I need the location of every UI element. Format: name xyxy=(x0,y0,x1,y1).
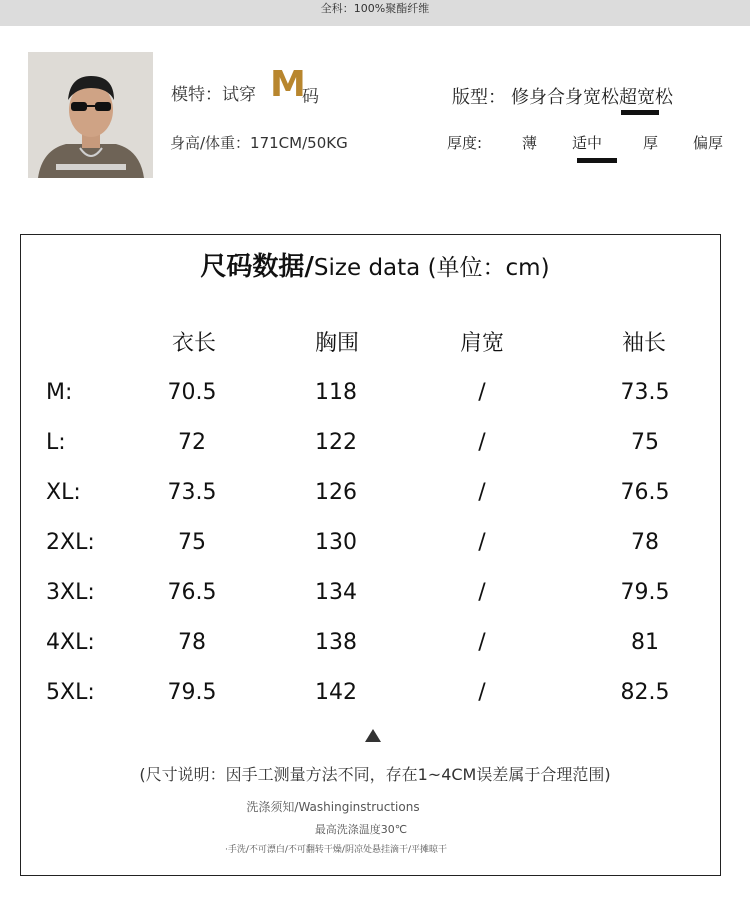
measurement-note: (尺寸说明：因手工测量方法不同，存在1~4CM误差属于合理范围) xyxy=(139,765,611,784)
fit-label: 版型： xyxy=(452,87,506,108)
thickness-option-thick: 厚 xyxy=(643,134,659,152)
washing-title: 洗涤须知/Washinginstructions xyxy=(246,800,420,814)
cell-sleeve: 81 xyxy=(631,630,659,655)
cell-length: 75 xyxy=(178,530,206,555)
cell-sleeve: 73.5 xyxy=(620,380,670,405)
cell-shoulder: / xyxy=(478,430,486,455)
washing-instructions: ·手洗/不可漂白/不可翻转干燥/阴凉处悬挂滴干/平摊晾干 xyxy=(225,845,447,855)
cell-chest: 122 xyxy=(315,430,357,455)
cell-sleeve: 76.5 xyxy=(620,480,670,505)
cell-shoulder: / xyxy=(478,580,486,605)
cell-sleeve: 75 xyxy=(631,430,659,455)
cell-length: 72 xyxy=(178,430,206,455)
cell-length: 73.5 xyxy=(167,480,217,505)
thickness-selected-marker xyxy=(577,158,617,163)
column-header-chest: 胸围 xyxy=(314,331,359,356)
fit-selected-marker xyxy=(621,110,659,115)
thickness-option-medium: 适中 xyxy=(572,134,603,152)
size-table-title-zh: 尺码数据/ xyxy=(200,252,314,282)
column-header-shoulder: 肩宽 xyxy=(459,331,504,356)
size-table-title xyxy=(0,246,750,283)
row-size-label: M: xyxy=(46,380,73,405)
material-banner: 全科：100%聚酯纤维 xyxy=(0,0,750,26)
row-size-label: 3XL: xyxy=(46,580,95,605)
cell-chest: 118 xyxy=(315,380,357,405)
cell-length: 78 xyxy=(178,630,206,655)
cell-length: 76.5 xyxy=(167,580,217,605)
cell-length: 79.5 xyxy=(167,680,217,705)
cell-chest: 138 xyxy=(315,630,357,655)
cell-chest: 134 xyxy=(315,580,357,605)
cell-shoulder: / xyxy=(478,480,486,505)
cell-chest: 130 xyxy=(315,530,357,555)
cell-sleeve: 78 xyxy=(631,530,659,555)
row-size-label: 5XL: xyxy=(46,680,95,705)
model-trial-label: 模特：试穿 xyxy=(171,85,256,105)
thickness-option-thin: 薄 xyxy=(522,134,538,152)
model-height-weight: 身高/体重：171CM/50KG xyxy=(170,134,348,152)
row-size-label: XL: xyxy=(46,480,81,505)
row-size-label: 4XL: xyxy=(46,630,95,655)
cell-shoulder: / xyxy=(478,680,486,705)
cell-shoulder: / xyxy=(478,630,486,655)
cell-chest: 126 xyxy=(315,480,357,505)
triangle-up-icon xyxy=(365,729,381,742)
thickness-label: 厚度: xyxy=(447,134,483,152)
column-header-sleeve: 袖长 xyxy=(621,331,666,356)
model-size-suffix: 码 xyxy=(302,87,319,107)
thickness-option-extra-thick: 偏厚 xyxy=(693,134,724,152)
model-size: M xyxy=(270,64,306,105)
column-header-length: 衣长 xyxy=(171,331,216,356)
cell-shoulder: / xyxy=(478,380,486,405)
cell-length: 70.5 xyxy=(167,380,217,405)
fit-options: 修身合身宽松超宽松 xyxy=(511,87,673,108)
cell-chest: 142 xyxy=(315,680,357,705)
washing-temperature: 最高洗涤温度30℃ xyxy=(314,823,408,836)
row-size-label: 2XL: xyxy=(46,530,95,555)
cell-shoulder: / xyxy=(478,530,486,555)
model-photo xyxy=(28,52,153,178)
size-table-title-en: Size data (单位：cm) xyxy=(313,255,550,281)
row-size-label: L: xyxy=(46,430,66,455)
cell-sleeve: 79.5 xyxy=(620,580,670,605)
cell-sleeve: 82.5 xyxy=(620,680,670,705)
model-image xyxy=(28,52,153,178)
